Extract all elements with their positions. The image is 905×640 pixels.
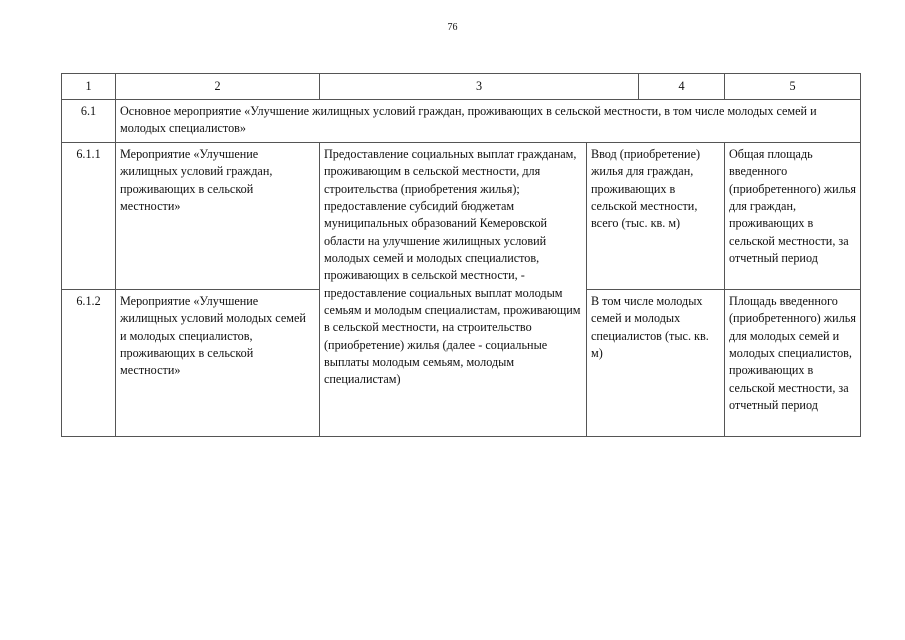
header-col-1: 1 [62,74,116,100]
table-row-6-1-1 [62,143,861,290]
activity-name: Мероприятие «Улучшение жилищных условий граждан, проживающих в сельской местности» [116,143,320,290]
header-col-2: 2 [116,74,320,100]
row-number: 6.1.1 [62,143,116,290]
indicator-name: Ввод (приобретение) жилья для граждан, проживающих в сельской местности, всего (тыс. кв. м) [587,143,725,290]
header-col-5: 5 [725,74,861,100]
activities-table [61,73,861,437]
row-number: 6.1 [62,100,116,143]
header-col-3: 3 [320,74,639,100]
activity-name: Мероприятие «Улучшение жилищных условий молодых семей и молодых специалистов, проживающих в сельской местности» [116,290,320,437]
indicator-method: Площадь введенного (приобретенного) жилья для молодых семей и молодых специалистов, проживающих в сельской местности, за отчетный период [725,290,861,437]
header-col-4: 4 [639,74,725,100]
activity-description: Предоставление социальных выплат гражданам, проживающим в сельской местности, для строительства (приобретения жилья); предоставление субсидий бюджетам муниципальных образований Кемеровской области на улучшение жилищных условий молодых семей и молодых специалистов, проживающих в сельской местности, - предоставление социальных выплат молодым семьям и молодым специалистам, проживающим в сельской местности, на строительство (приобретение) жилья (далее - социальные выплаты молодым семьям, молодым специалистам) [320,143,587,437]
page-number: 76 [447,22,458,33]
header-row [62,74,861,100]
table-row-6-1 [62,100,861,143]
indicator-method: Общая площадь введенного (приобретенного) жилья для граждан, проживающих в сельской местности, за отчетный период [725,143,861,290]
main-activity-text: Основное мероприятие «Улучшение жилищных условий граждан, проживающих в сельской местности, в том числе молодых семей и молодых специалистов» [116,100,861,143]
indicator-name: В том числе молодых семей и молодых специалистов (тыс. кв. м) [587,290,725,437]
row-number: 6.1.2 [62,290,116,437]
